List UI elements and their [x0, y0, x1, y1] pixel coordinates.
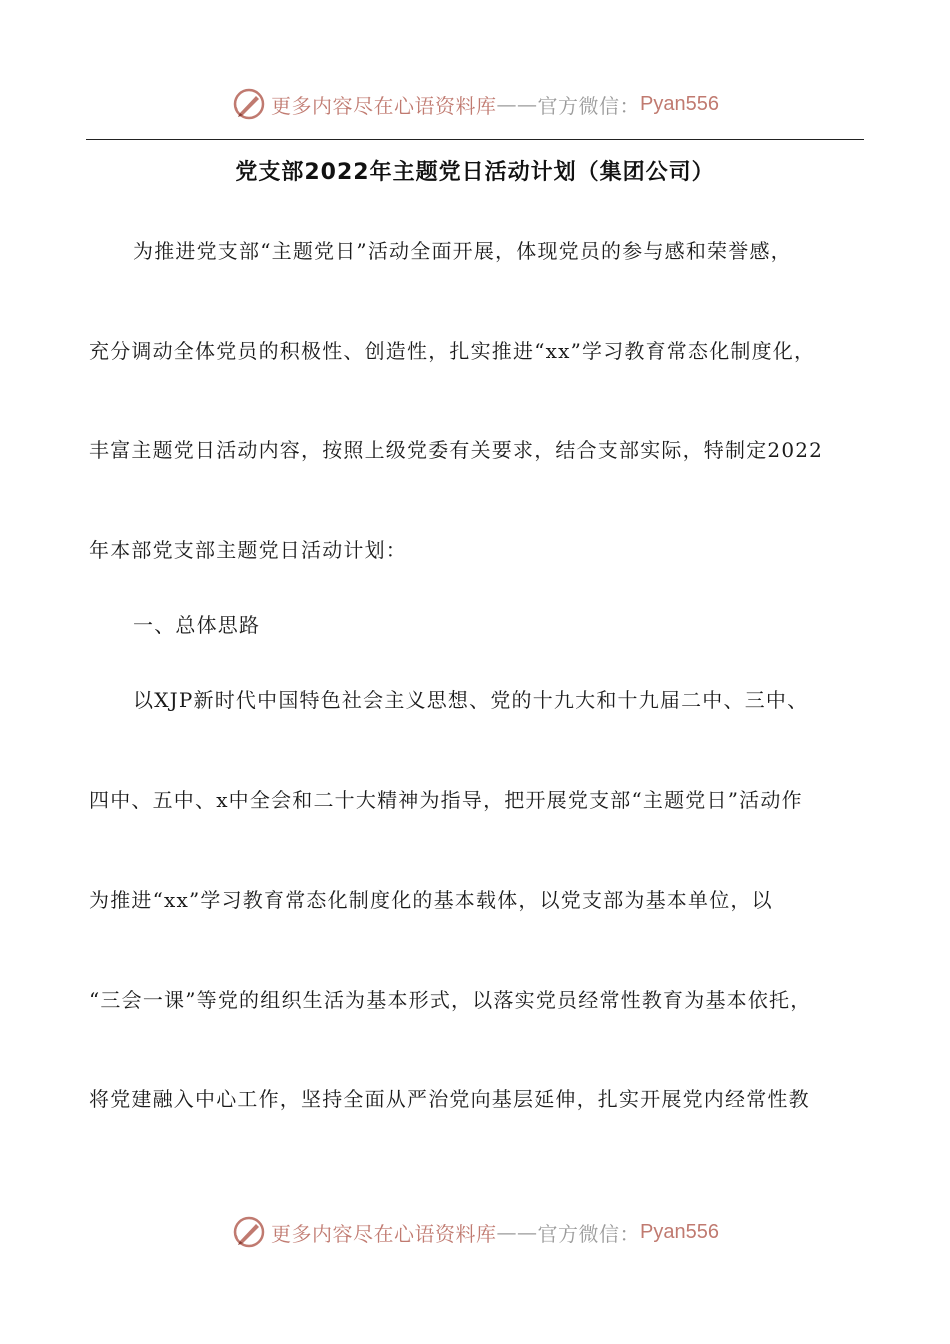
pen-logo-icon [231, 1214, 267, 1250]
body-line-7: 为推进“xx”学习教育常态化制度化的基本载体，以党支部为基本单位，以 [89, 888, 773, 912]
watermark-separator: —— [496, 92, 538, 116]
body-line-6: 四中、五中、x中全会和二十大精神为指导，把开展党支部“主题党日”活动作 [89, 788, 803, 812]
pen-logo-icon [231, 86, 267, 122]
section-heading-1: 一、总体思路 [133, 613, 261, 637]
watermark-wechat-id: Pyan556 [640, 1220, 719, 1243]
watermark-wechat-id: Pyan556 [640, 92, 719, 115]
footer-watermark [0, 1210, 950, 1254]
watermark-sub-text: 官方微信： [537, 93, 641, 118]
body-line-4: 年本部党支部主题党日活动计划： [89, 538, 407, 562]
body-line-1: 为推进党支部“主题党日”活动全面开展，体现党员的参与感和荣誉感， [133, 239, 792, 263]
watermark-main-text: 更多内容尽在心语资料库 [271, 93, 497, 118]
body-line-2: 充分调动全体党员的积极性、创造性，扎实推进“xx”学习教育常态化制度化， [89, 339, 816, 363]
body-line-8: “三会一课”等党的组织生活为基本形式，以落实党员经常性教育为基本依托， [89, 988, 812, 1012]
header-watermark [0, 82, 950, 126]
body-line-9: 将党建融入中心工作，坚持全面从严治党向基层延伸，扎实开展党内经常性教 [89, 1087, 810, 1111]
document-title: 党支部2022年主题党日活动计划（集团公司） [235, 160, 715, 185]
body-line-5: 以XJP新时代中国特色社会主义思想、党的十九大和十九届二中、三中、 [133, 688, 809, 712]
watermark-sub-text: 官方微信： [537, 1221, 641, 1246]
watermark-separator: —— [496, 1220, 538, 1244]
body-line-3: 丰富主题党日活动内容，按照上级党委有关要求，结合支部实际，特制定2022 [89, 438, 824, 462]
watermark-main-text: 更多内容尽在心语资料库 [271, 1221, 497, 1246]
header-divider [86, 139, 864, 140]
